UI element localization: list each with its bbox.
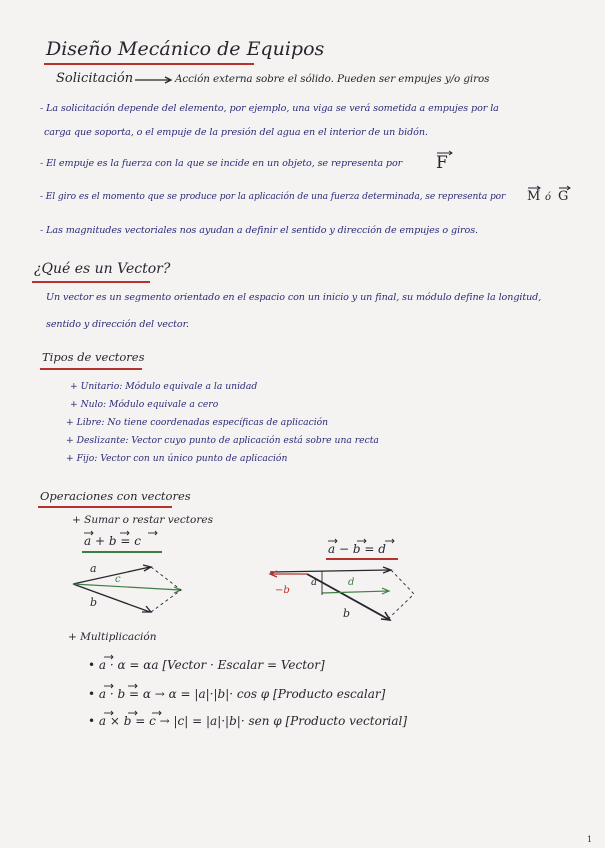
diff-formula: a − b = d: [328, 542, 386, 556]
page-title: Diseño Mecánico de Equipos: [46, 38, 325, 60]
sum-formula: a + b = c: [84, 534, 141, 548]
type-item-deslizante: + Deslizante: Vector cuyo punto de aplicación está sobre una recta: [66, 435, 379, 446]
mult-item-scalar: • a · α = αa [Vector · Escalar = Vector]: [88, 658, 325, 672]
force-symbol: F: [436, 153, 448, 173]
vector-line-2: sentido y dirección del vector.: [46, 319, 189, 330]
diff-label-d: d: [348, 577, 355, 588]
diff-label-b: b: [343, 607, 351, 620]
operations-heading: Operaciones con vectores: [40, 489, 191, 503]
type-item-fijo: + Fijo: Vector con un único punto de aplicación: [66, 453, 288, 464]
vector-line-1: Un vector es un segmento orientado en el espacio con un inicio y un final, su módulo define la longitud,: [46, 292, 542, 303]
moment-symbol-g: G: [558, 189, 569, 204]
bullet-solicitacion-cont: carga que soporta, o el empuje de la presión del agua en el interior de un bidón.: [44, 127, 428, 138]
type-item-unitario: + Unitario: Módulo equivale a la unidad: [70, 381, 258, 392]
bullet-magnitudes: - Las magnitudes vectoriales nos ayudan a definir el sentido y dirección de empujes o giros.: [40, 225, 478, 236]
diff-label-neg-b: −b: [275, 585, 290, 596]
sum-label: + Sumar o restar vectores: [72, 514, 213, 526]
bullet-empuje: - El empuje es la fuerza con la que se incide en un objeto, se representa por: [40, 158, 403, 169]
sum-label-a: a: [90, 562, 97, 575]
mult-item-cross-product: • a × b = c → |c| = |a|·|b|· sen φ [Producto vectorial]: [88, 714, 408, 728]
bullet-giro: - El giro es el momento que se produce por la aplicación de una fuerza determinada, se representa por: [40, 192, 506, 202]
definition-term: Solicitación: [56, 71, 134, 86]
type-item-libre: + Libre: No tiene coordenadas específicas de aplicación: [66, 417, 329, 428]
mult-label: + Multiplicación: [68, 631, 157, 643]
types-heading: Tipos de vectores: [42, 350, 145, 364]
page-number: 1: [587, 835, 593, 844]
bullet-solicitacion: - La solicitación depende del elemento, por ejemplo, una viga se verá sometida a empujes por la: [40, 103, 499, 114]
definition-text: Acción externa sobre el sólido. Pueden ser empujes y/o giros: [175, 73, 490, 85]
sum-label-c: c: [115, 574, 121, 585]
sum-label-b: b: [90, 596, 98, 609]
mult-item-dot-product: • a · b = α → α = |a|·|b|· cos φ [Producto escalar]: [88, 687, 386, 701]
diff-label-a: a: [311, 577, 317, 588]
type-item-nulo: + Nulo: Módulo equivale a cero: [70, 399, 219, 410]
vector-heading: ¿Qué es un Vector?: [34, 261, 171, 277]
or-word: ó: [545, 192, 552, 203]
moment-symbol-m: M: [527, 189, 541, 204]
